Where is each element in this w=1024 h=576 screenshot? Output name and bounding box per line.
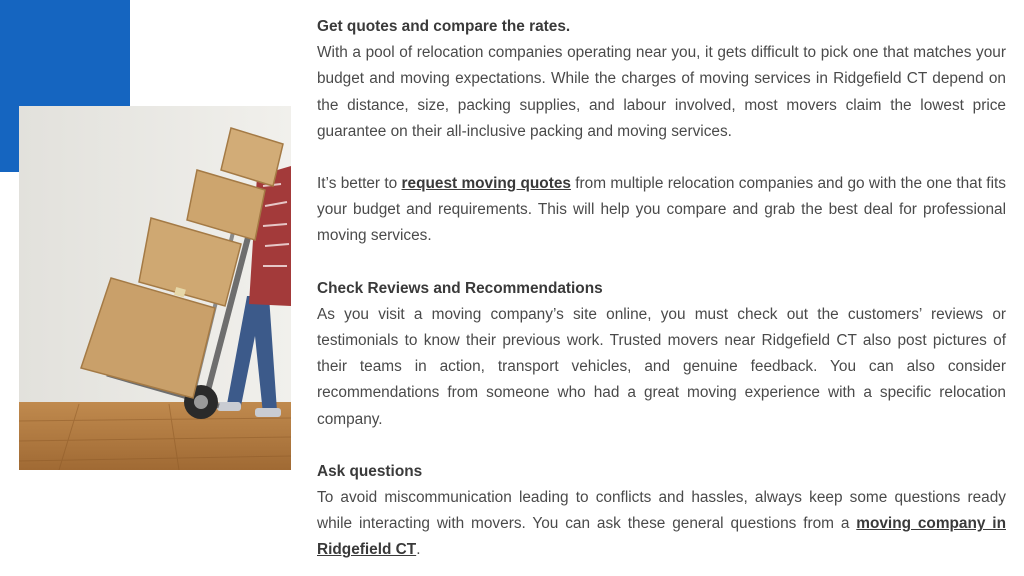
heading-get-quotes: Get quotes and compare the rates. (317, 18, 571, 35)
heading-check-reviews: Check Reviews and Recommendations (317, 279, 603, 297)
hand-truck-illustration (19, 106, 291, 470)
moving-boxes-photo (19, 106, 291, 470)
article-body (317, 14, 1006, 564)
text-segment: from multiple relocation companies and go with the one that fits your budget and requirements. This will help you compare and grab the best deal for professional moving services. (317, 175, 1006, 245)
paragraph-quotes-intro: With a pool of relocation companies operating near you, it gets difficult to pick one that matches your budget and moving expectations. While the charges of moving services in Ridgefield CT depend on the distance, size, packing supplies, and labour involved, most movers claim the lowest price guarantee on their all-inclusive packing and moving services. (317, 44, 1006, 140)
paragraph-reviews: As you visit a moving company’s site online, you must check out the customers’ reviews or testimonials to know their previous work. Trusted movers near Ridgefield CT also post pictures of their teams in action, transport vehicles, and genuine feedback. You can also consider recommendations from someone who had a great moving experience with a specific relocation company. (317, 305, 1006, 428)
request-moving-quotes-link[interactable]: request moving quotes (401, 175, 571, 193)
text-segment: It’s better to (317, 175, 402, 193)
paragraph-questions (317, 485, 1006, 564)
heading-ask-questions: Ask questions (317, 462, 423, 480)
paragraph-request-quotes (317, 171, 1006, 250)
text-segment: . (416, 541, 421, 559)
moving-company-link[interactable]: moving company in Ridgefield CT (317, 515, 1006, 559)
text-segment: To avoid miscommunication leading to conflicts and hassles, always keep some questions ready while interacting with movers. You can ask these general questions from a (317, 489, 1006, 533)
